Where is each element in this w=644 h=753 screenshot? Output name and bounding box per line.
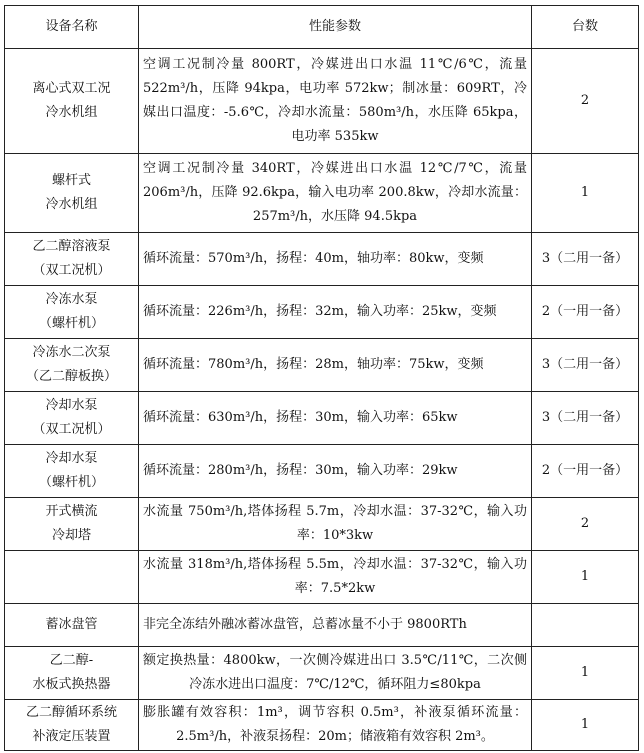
table-row (5, 49, 639, 154)
quantity-cell: 1 (532, 154, 639, 233)
header-quantity: 台数 (532, 6, 639, 49)
equipment-name-cell (5, 392, 139, 445)
performance-params-cell: 循环流量：780m³/h，扬程：28m，轴功率：75kw，变频 (139, 339, 532, 392)
table-row (5, 339, 639, 392)
equipment-name-line: （螺杆机） (38, 316, 104, 331)
equipment-name-line: 蓄冰盘管 (45, 617, 98, 632)
performance-params-cell: 循环流量：570m³/h，扬程：40m，轴功率：80kw，变频 (139, 233, 532, 286)
header-equipment-name: 设备名称 (5, 6, 139, 49)
table-row (5, 286, 639, 339)
equipment-name-line: 冷水机组 (45, 105, 98, 120)
equipment-name-cell (5, 498, 139, 551)
equipment-name-line: 冷却水泵 (45, 451, 98, 466)
equipment-name-line: 水板式换热器 (32, 677, 111, 692)
performance-params-cell: 空调工况制冷量 340RT，冷媒进出口水温 12℃/7℃，流量 206m³/h，压降 92.6kpa，输入电功率 200.8kw，冷却水流量：257m³/h，水压降 94.5kpa (139, 154, 532, 233)
quantity-cell: 2（一用一备） (532, 445, 639, 498)
equipment-name-line: 补液定压装置 (32, 729, 111, 744)
table-row (5, 647, 639, 700)
equipment-name-line: 冷却水泵 (45, 398, 98, 413)
equipment-name-line: 乙二醇溶液泵 (32, 239, 111, 254)
equipment-name-line: 开式横流 (45, 504, 98, 519)
equipment-name-cell (5, 551, 139, 604)
performance-params-cell: 循环流量：226m³/h，扬程：32m，输入功率：25kw，变频 (139, 286, 532, 339)
performance-params-cell: 空调工况制冷量 800RT，冷媒进出口水温 11℃/6℃，流量 522m³/h，压降 94kpa，电功率 572kw；制冰量：609RT，冷媒出口温度：-5.6℃，冷却水流量：580m³/h，水压降 65kpa，电功率 535kw (139, 49, 532, 154)
equipment-name-line: 乙二醇循环系统 (25, 705, 117, 720)
quantity-cell: 2（一用一备） (532, 286, 639, 339)
table-row (5, 154, 639, 233)
table-row (5, 604, 639, 647)
header-performance-params: 性能参数 (139, 6, 532, 49)
performance-params-cell: 非完全冻结外融冰蓄冰盘管，总蓄冰量不小于 9800RTh (139, 604, 532, 647)
equipment-name-line: 螺杆式 (51, 173, 91, 188)
equipment-name-line: （双工况机） (32, 263, 111, 278)
table-row (5, 700, 639, 751)
quantity-cell: 1 (532, 551, 639, 604)
equipment-name-line: （乙二醇板换） (25, 369, 117, 384)
equipment-spec-table (4, 5, 639, 751)
equipment-name-cell (5, 445, 139, 498)
table-row (5, 445, 639, 498)
table-row (5, 551, 639, 604)
quantity-cell: 2 (532, 49, 639, 154)
spec-table-container (4, 5, 639, 751)
table-row (5, 498, 639, 551)
equipment-name-cell (5, 604, 139, 647)
equipment-name-line: （双工况机） (32, 422, 111, 437)
table-row (5, 233, 639, 286)
quantity-cell: 1 (532, 647, 639, 700)
performance-params-cell: 循环流量：630m³/h，扬程：30m，输入功率：65kw (139, 392, 532, 445)
equipment-name-cell (5, 286, 139, 339)
equipment-name-line: 乙二醇- (49, 653, 94, 668)
equipment-name-line: 冷冻水泵 (45, 292, 98, 307)
quantity-cell: 1 (532, 700, 639, 751)
equipment-name-cell (5, 339, 139, 392)
equipment-name-cell (5, 700, 139, 751)
quantity-cell (532, 604, 639, 647)
equipment-name-line: 离心式双工况 (32, 81, 111, 96)
equipment-name-cell (5, 49, 139, 154)
table-header-row (5, 6, 639, 49)
performance-params-cell: 水流量 318m³/h,塔体扬程 5.5m，冷却水温：37-32℃，输入功率：7.5*2kw (139, 551, 532, 604)
performance-params-cell: 循环流量：280m³/h，扬程：30m，输入功率：29kw (139, 445, 532, 498)
performance-params-cell: 额定换热量：4800kw，一次侧冷媒进出口 3.5℃/11℃，二次侧冷冻水进出口温度：7℃/12℃，循环阻力≤80kpa (139, 647, 532, 700)
equipment-name-line: 冷水机组 (45, 197, 98, 212)
equipment-name-cell (5, 233, 139, 286)
quantity-cell: 3（二用一备） (532, 392, 639, 445)
equipment-name-line: 冷冻水二次泵 (32, 345, 111, 360)
quantity-cell: 2 (532, 498, 639, 551)
quantity-cell: 3（二用一备） (532, 233, 639, 286)
quantity-cell: 3（二用一备） (532, 339, 639, 392)
equipment-name-cell (5, 154, 139, 233)
table-row (5, 392, 639, 445)
equipment-name-line: 冷却塔 (51, 528, 91, 543)
equipment-name-line: （螺杆机） (38, 475, 104, 490)
performance-params-cell: 水流量 750m³/h,塔体扬程 5.7m，冷却水温：37-32℃，输入功率：10*3kw (139, 498, 532, 551)
performance-params-cell: 膨胀罐有效容积：1m³，调节容积 0.5m³，补液泵循环流量：2.5m³/h，补液泵扬程：20m；储液箱有效容积 2m³。 (139, 700, 532, 751)
equipment-name-cell (5, 647, 139, 700)
